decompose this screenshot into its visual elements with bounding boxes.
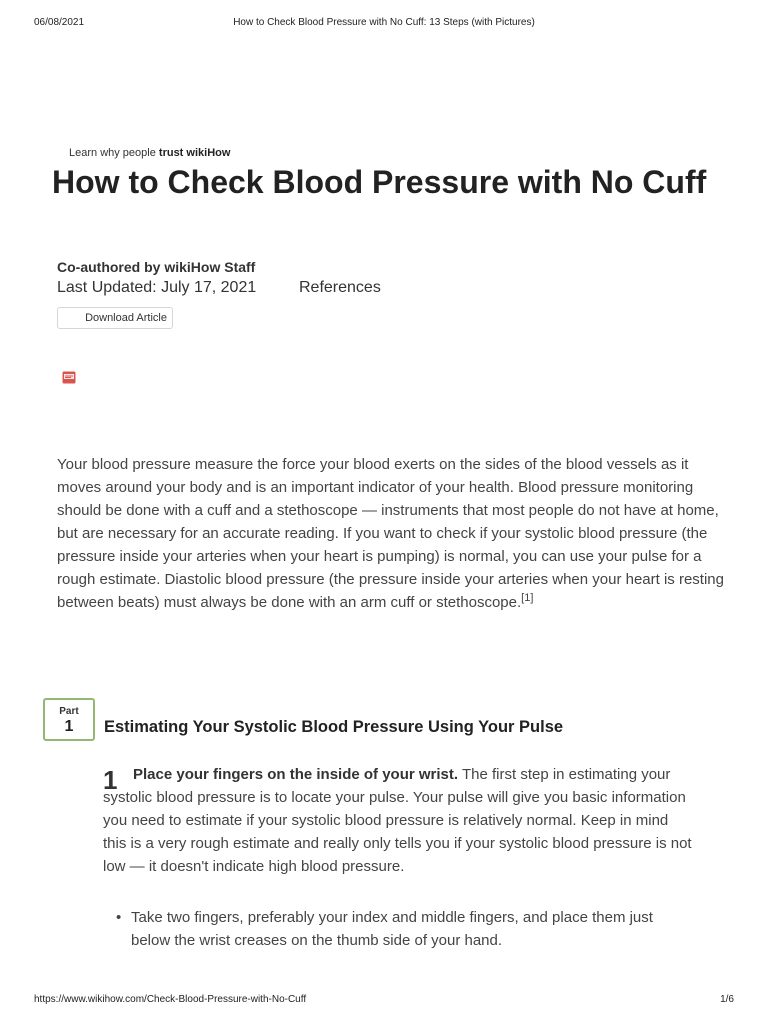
- step-number: 1: [103, 765, 118, 795]
- print-url: https://www.wikihow.com/Check-Blood-Pressure-with-No-Cuff: [34, 994, 307, 1005]
- print-page-number: 1/6: [720, 994, 734, 1005]
- last-updated: Last Updated: July 17, 2021: [57, 279, 257, 296]
- bullet-text: Take two fingers, preferably your index and middle fingers, and place them just below the wrist creases on the thumb side of your hand.: [131, 909, 653, 949]
- step-headline: Place your fingers on the inside of your wrist.: [133, 766, 459, 783]
- print-date: 06/08/2021: [34, 17, 85, 28]
- print-header: [34, 17, 734, 31]
- part-label: Part: [59, 706, 79, 717]
- print-footer: [34, 994, 734, 1008]
- pdf-icon[interactable]: [62, 371, 76, 384]
- step-bullet-list: [113, 906, 673, 952]
- references-link[interactable]: References: [299, 279, 381, 296]
- intro-reference[interactable]: [1]: [521, 592, 534, 604]
- intro-paragraph: [57, 453, 727, 614]
- part-number: 1: [64, 718, 74, 735]
- trust-line: [69, 147, 230, 159]
- trust-wikihow-link[interactable]: trust wikiHow: [158, 147, 231, 159]
- step-body: The first step in estimating your systolic blood pressure is to locate your pulse. Your pulse will give you basic information you need to estimate if your systolic blood pressure is relatively normal. Keep in mind this is a very rough estimate and really only tells you if your systolic blood pressure is not low — it doesn't indicate high blood pressure.: [103, 766, 692, 875]
- page-title: How to Check Blood Pressure with No Cuff: [52, 164, 707, 200]
- author-byline[interactable]: Co-authored by wikiHow Staff: [57, 259, 256, 275]
- trust-prefix: Learn why people: [69, 147, 159, 159]
- download-article-button[interactable]: Download Article: [57, 307, 173, 329]
- step-text: [103, 763, 693, 878]
- print-title: How to Check Blood Pressure with No Cuff: 13 Steps (with Pictures): [233, 17, 535, 28]
- bullet-icon: •: [116, 909, 122, 926]
- part-badge: [43, 698, 95, 741]
- intro-text: Your blood pressure measure the force your blood exerts on the sides of the blood vessels as it moves around your body and is an important indicator of your health. Blood pressure monitoring should be done with a cuff and a stethoscope — instruments that most people do not have at home, but are necessary for an accurate reading. If you want to check if your systolic blood pressure (the pressure inside your arteries when your heart is pumping) is normal, you can use your pulse for a rough estimate. Diastolic blood pressure (the pressure inside your arteries when your heart is resting between beats) must always be done with an arm cuff or stethoscope.: [57, 456, 724, 611]
- list-item: [113, 906, 673, 952]
- section-title: Estimating Your Systolic Blood Pressure Using Your Pulse: [104, 718, 564, 736]
